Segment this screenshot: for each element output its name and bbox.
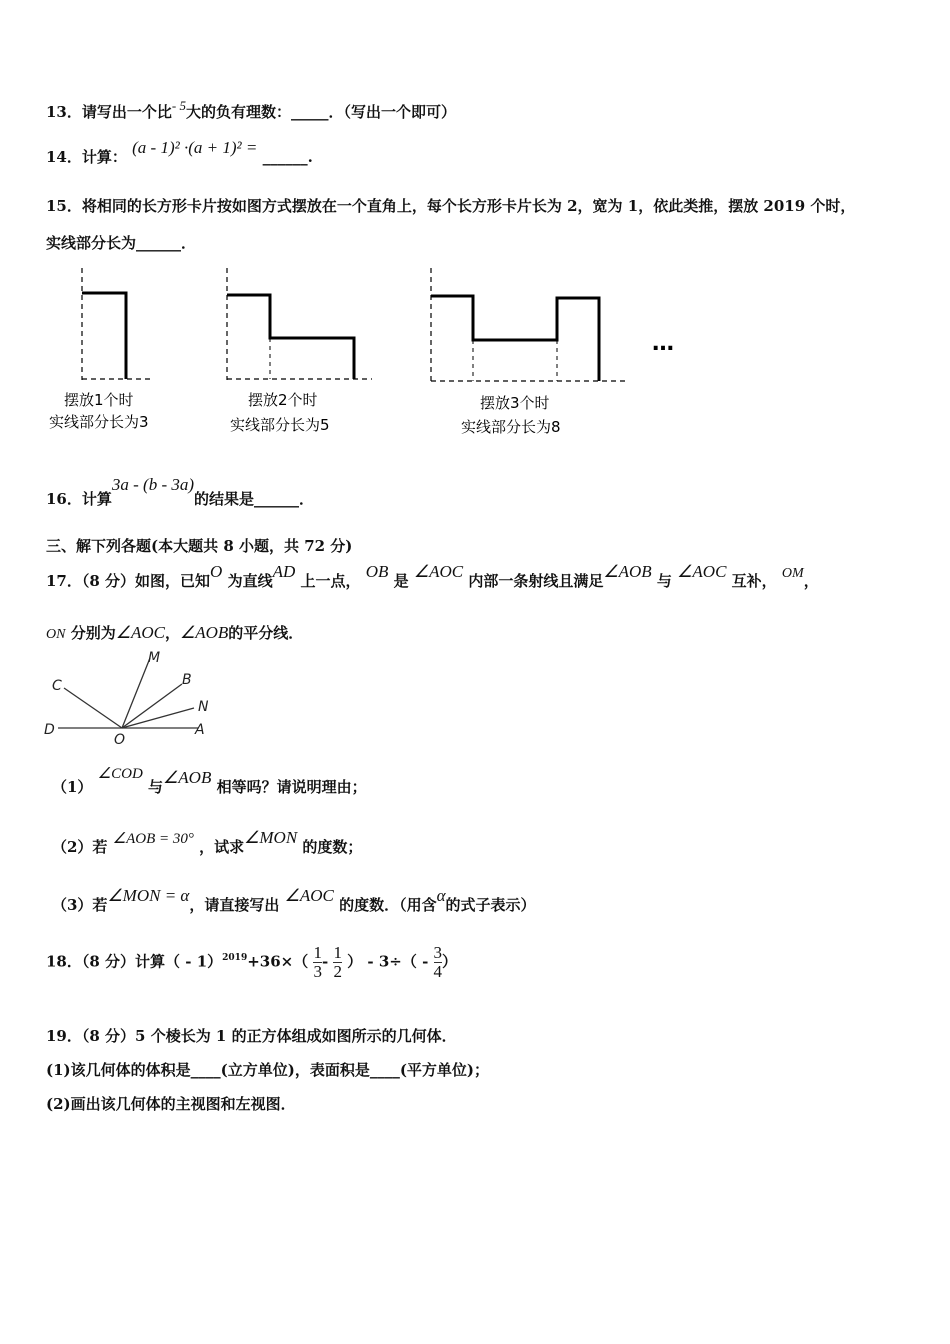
math-expression: 3a - (b - 3a) xyxy=(111,475,195,494)
label-O: O xyxy=(114,732,126,748)
caption-1a: 摆放1个时 xyxy=(64,391,134,409)
caption-3b: 实线部分长为8 xyxy=(461,418,561,436)
fraction-1-3: $\frac{1}{3}$ xyxy=(313,943,322,981)
question-17-part2: （2）若 ∠AOB = 30° ，试求∠MON 的度数； xyxy=(52,828,363,856)
label-C: C xyxy=(52,678,62,694)
label-D: D xyxy=(44,722,55,738)
fraction-3-4: $\frac{3}{4}$ xyxy=(433,943,443,981)
math-expression: (a - 1)² ·(a + 1)² = xyxy=(132,138,258,157)
caption-2a: 摆放2个时 xyxy=(248,391,318,409)
label-M: M xyxy=(148,650,161,666)
caption-3a: 摆放3个时 xyxy=(480,394,550,412)
question-14: 14．计算： (a - 1)² ·(a + 1)² = ______. xyxy=(46,138,313,166)
question-15-line2: 实线部分长为______． xyxy=(46,234,197,252)
question-18: 18．（8 分）计算（ - 1）$^{2019}$+36×（ $\frac{1}{3}$ - $\frac{1}{2}$ ） - 3÷（ - $\frac{3}{4}$ ） xyxy=(46,943,458,981)
question-13: 13．请写出一个比- 5大的负有理数：_____．（写出一个即可） xyxy=(46,98,456,121)
label-N: N xyxy=(198,699,209,715)
question-17-part1: （1） ∠COD 与∠AOB 相等吗？请说明理由； xyxy=(52,766,367,796)
card-stacking-figure xyxy=(0,262,950,452)
question-17-line2: ON 分别为∠AOC，∠AOB的平分线． xyxy=(46,623,304,642)
angle-diagram xyxy=(40,648,240,748)
label-A: A xyxy=(195,722,205,738)
question-16: 16．计算3a - (b - 3a)的结果是______． xyxy=(46,475,315,508)
question-15-line1: 15．将相同的长方形卡片按如图方式摆放在一个直角上，每个长方形卡片长为 2，宽为 1，依此类推，摆放 2019 个时， xyxy=(46,197,856,215)
question-19-line2: (1)该几何体的体积是____(立方单位)，表面积是____(平方单位)； xyxy=(46,1061,490,1079)
question-17-part3: （3）若∠MON = α，请直接写出 ∠AOC 的度数．（用含α的式子表示） xyxy=(52,886,536,914)
ellipsis: … xyxy=(652,331,674,356)
label-B: B xyxy=(182,672,192,688)
question-17-line1: 17．（8 分）如图，已知O 为直线AD 上一点， OB 是 ∠AOC 内部一条射线且满足∠AOB 与 ∠AOC 互补， OM， xyxy=(46,562,819,590)
math-neg5: - 5 xyxy=(171,98,186,113)
fraction-1-2: $\frac{1}{2}$ xyxy=(333,943,342,981)
question-19-line1: 19．（8 分）5 个棱长为 1 的正方体组成如图所示的几何体． xyxy=(46,1027,457,1045)
question-19-line3: (2)画出该几何体的主视图和左视图． xyxy=(46,1095,296,1113)
caption-1b: 实线部分长为3 xyxy=(49,413,149,431)
section-heading: 三、解下列各题(本大题共 8 小题，共 72 分) xyxy=(46,537,353,555)
caption-2b: 实线部分长为5 xyxy=(230,416,330,434)
